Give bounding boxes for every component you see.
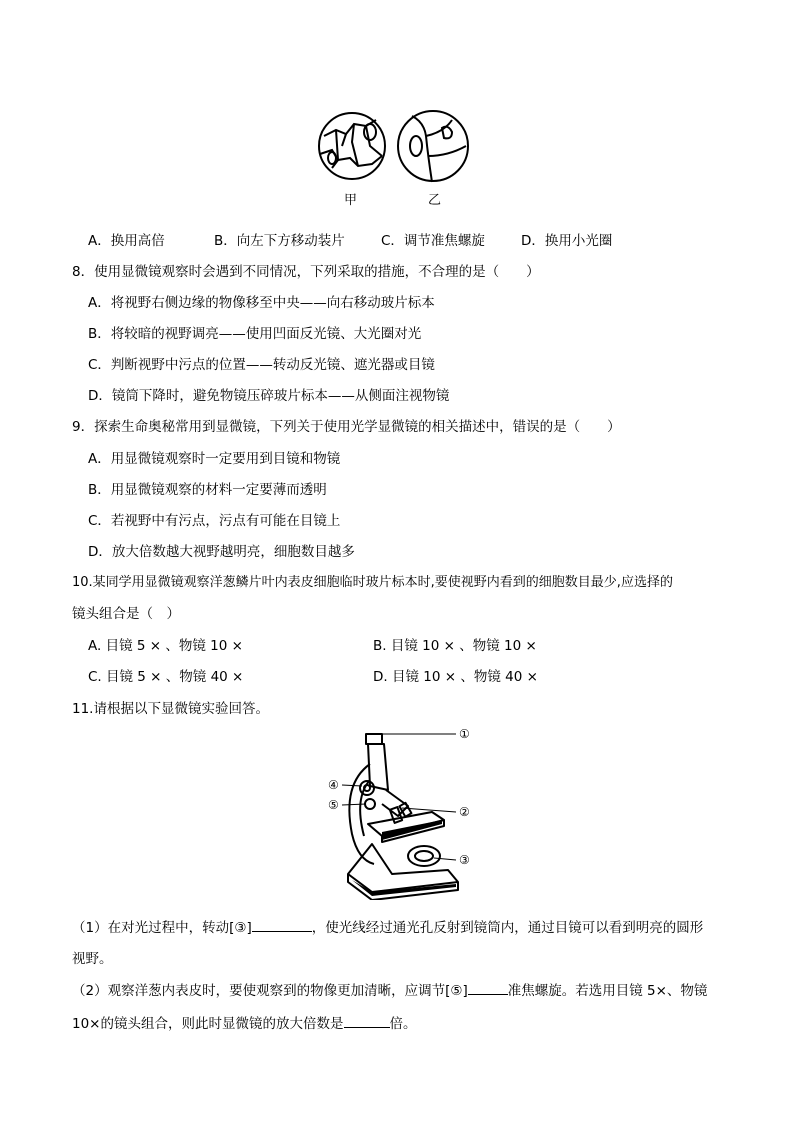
q10-option-a: A. 目镜 5 × 、物镜 10 × xyxy=(88,638,243,654)
q8-option-a: A．将视野右侧边缘的物像移至中央——向右移动玻片标本 xyxy=(88,295,435,311)
q9-stem: 9．探索生命奥秘常用到显微镜，下列关于使用光学显微镜的相关描述中，错误的是（ ） xyxy=(72,419,621,435)
q7-option-b: B．向左下方移动装片 xyxy=(214,233,345,249)
q9-option-c: C．若视野中有污点，污点有可能在目镜上 xyxy=(88,513,341,529)
q9-option-a: A．用显微镜观察时一定要用到目镜和物镜 xyxy=(88,451,341,467)
q10-option-d: D. 目镜 10 × 、物镜 40 × xyxy=(373,669,538,685)
q11-part1-line1 xyxy=(72,916,703,936)
cell-view-figure xyxy=(316,106,478,210)
fine-knob-part xyxy=(365,799,375,809)
cell-view-label-right: 乙 xyxy=(428,193,442,208)
q11-answer-blank-2[interactable] xyxy=(468,980,508,995)
q8-stem: 8．使用显微镜观察时会遇到不同情况，下列采取的措施，不合理的是（ ） xyxy=(72,264,540,280)
q11-part2-text-b: 准焦螺旋。若选用目镜 5×、物镜 xyxy=(507,983,708,999)
q10-option-c: C. 目镜 5 × 、物镜 40 × xyxy=(88,669,244,685)
q11-part1-text-b: ，使光线经过通光孔反射到镜筒内，通过目镜可以看到明亮的圆形 xyxy=(311,920,704,936)
q10-stem-line2: 镜头组合是（ ） xyxy=(72,606,180,622)
cell-view-right xyxy=(398,111,468,182)
microscope-label-4: ④ xyxy=(328,778,339,792)
microscope-figure xyxy=(312,724,478,900)
q10-stem-line1: 10.某同学用显微镜观察洋葱鳞片叶内表皮细胞临时玻片标本时,要使视野内看到的细胞数目最少,应选择的 xyxy=(72,575,673,590)
q9-option-b: B．用显微镜观察的材料一定要薄而透明 xyxy=(88,482,327,498)
q11-part2-text-a: （2）观察洋葱内表皮时，要使观察到的物像更加清晰，应调节[⑤] xyxy=(72,983,468,999)
q11-part2-line1 xyxy=(72,979,707,999)
q11-answer-blank-1[interactable] xyxy=(252,917,312,932)
microscope-label-1: ① xyxy=(459,727,470,741)
q11-part2-text-c: 10×的镜头组合，则此时显微镜的放大倍数是 xyxy=(72,1016,344,1032)
q8-option-d: D．镜筒下降时，避免物镜压碎玻片标本——从侧面注视物镜 xyxy=(88,388,450,404)
eyepiece-part xyxy=(366,734,382,744)
cell-view-label-left: 甲 xyxy=(344,193,358,208)
mirror-part xyxy=(408,846,440,866)
q7-option-c: C．调节准焦螺旋 xyxy=(381,233,485,249)
q11-part2-text-d: 倍。 xyxy=(389,1016,417,1032)
q11-stem: 11.请根据以下显微镜实验回答。 xyxy=(72,701,269,717)
q11-answer-blank-3[interactable] xyxy=(344,1013,390,1028)
q11-part1-line2: 视野。 xyxy=(72,951,113,967)
microscope-label-5: ⑤ xyxy=(328,798,339,812)
q8-option-b: B．将较暗的视野调亮——使用凹面反光镜、大光圈对光 xyxy=(88,326,422,342)
q7-option-a: A．换用高倍 xyxy=(88,233,165,249)
q7-option-d: D．换用小光圈 xyxy=(521,233,613,249)
microscope-label-2: ② xyxy=(459,805,470,819)
cell-view-left xyxy=(319,113,385,179)
q11-part2-line2 xyxy=(72,1012,417,1032)
microscope-label-3: ③ xyxy=(459,853,470,867)
q10-option-b: B. 目镜 10 × 、物镜 10 × xyxy=(373,638,537,654)
q9-option-d: D．放大倍数越大视野越明亮，细胞数目越多 xyxy=(88,544,355,560)
q8-option-c: C．判断视野中污点的位置——转动反光镜、遮光器或目镜 xyxy=(88,357,435,373)
q11-part1-text-a: （1）在对光过程中，转动[③] xyxy=(72,920,252,936)
